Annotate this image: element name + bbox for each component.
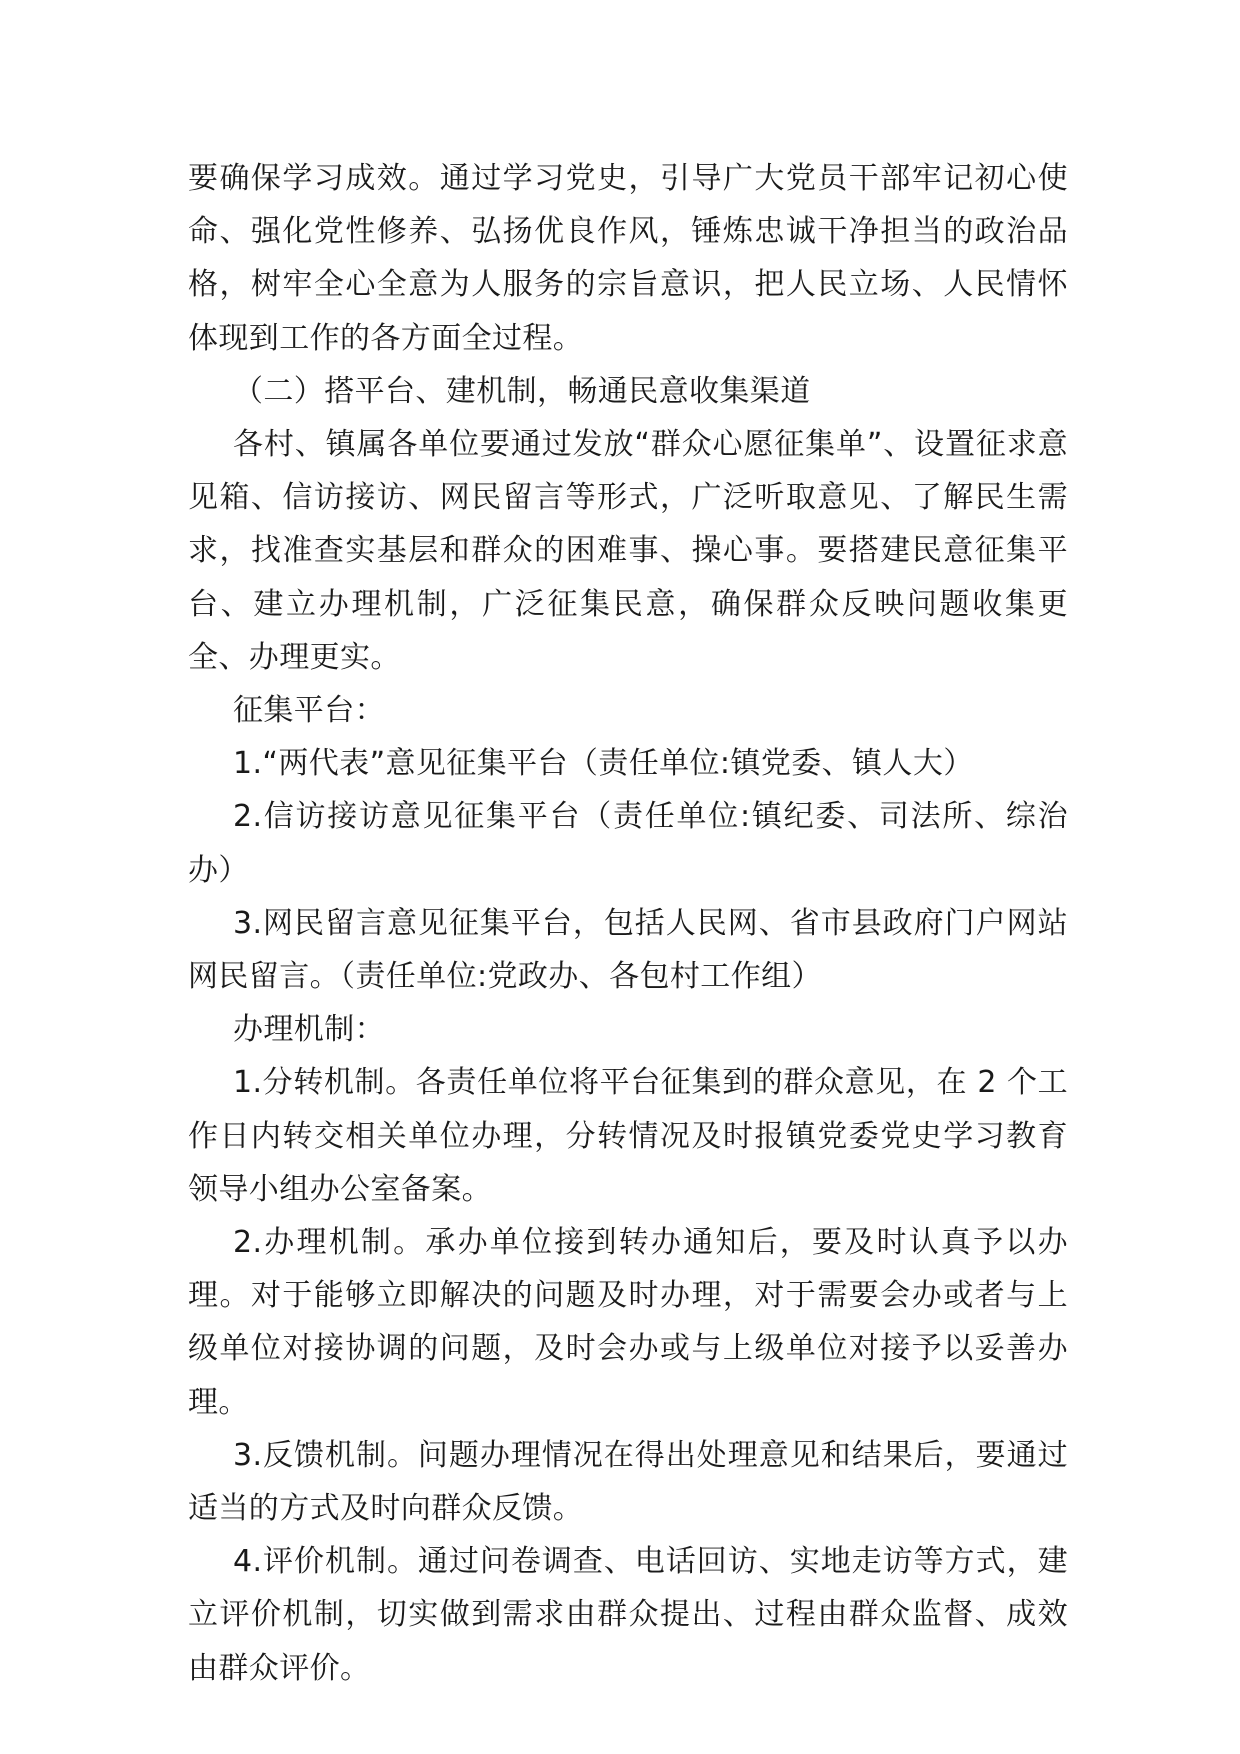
document-body [188, 152, 1068, 1695]
mechanism-item-4: 4.评价机制。通过问卷调查、电话回访、实地走访等方式，建立评价机制，切实做到需求由群众提出、过程由群众监督、成效由群众评价。 [188, 1544, 1068, 1686]
subheading-platforms: 征集平台： [233, 693, 385, 729]
subheading-mechanisms: 办理机制： [233, 1012, 385, 1048]
platform-item-1: 1.“两代表”意见征集平台（责任单位:镇党委、镇人大） [233, 746, 974, 782]
paragraph-intro: 要确保学习成效。通过学习党史，引导广大党员干部牢记初心使命、强化党性修养、弘扬优良作风，锤炼忠诚干净担当的政治品格，树牢全心全意为人服务的宗旨意识，把人民立场、人民情怀体现到工作的各方面全过程。 [188, 161, 1068, 356]
paragraph-channels: 各村、镇属各单位要通过发放“群众心愿征集单”、设置征求意见箱、信访接访、网民留言等形式，广泛听取意见、了解民生需求，找准查实基层和群众的困难事、操心事。要搭建民意征集平台、建立办理机制，广泛征集民意，确保群众反映问题收集更全、办理更实。 [188, 427, 1068, 675]
platform-item-2: 2.信访接访意见征集平台（责任单位:镇纪委、司法所、综治办） [188, 799, 1068, 888]
mechanism-item-3: 3.反馈机制。问题办理情况在得出处理意见和结果后，要通过适当的方式及时向群众反馈。 [188, 1437, 1068, 1527]
mechanism-item-1: 1.分转机制。各责任单位将平台征集到的群众意见，在 2 个工作日内转交相关单位办理，分转情况及时报镇党委党史学习教育领导小组办公室备案。 [188, 1065, 1069, 1207]
platform-item-3: 3.网民留言意见征集平台，包括人民网、省市县政府门户网站网民留言。（责任单位:党政办、各包村工作组） [188, 905, 1068, 995]
mechanism-item-2: 2.办理机制。承办单位接到转办通知后，要及时认真予以办理。对于能够立即解决的问题及时办理，对于需要会办或者与上级单位对接协调的问题，及时会办或与上级单位对接予以妥善办理。 [188, 1225, 1068, 1420]
section-heading-2: （二）搭平台、建机制，畅通民意收集渠道 [233, 373, 811, 409]
